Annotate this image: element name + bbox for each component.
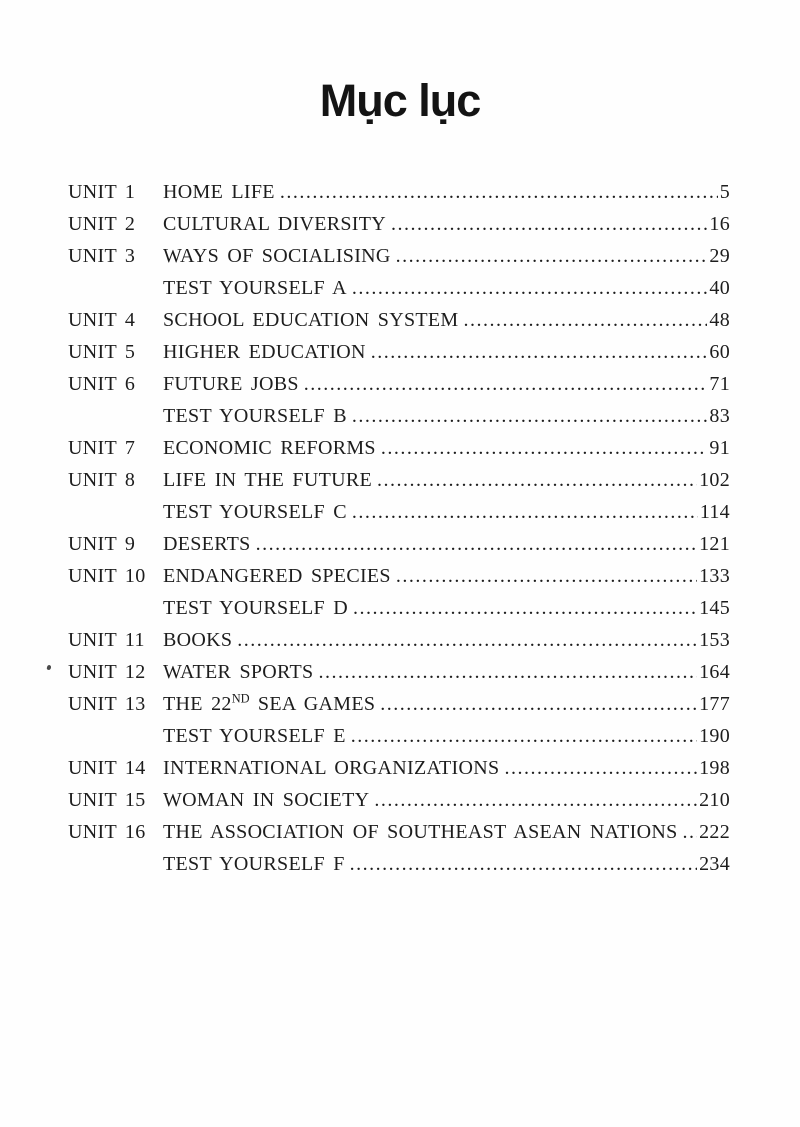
entry-title: BOOKS xyxy=(163,629,233,651)
dot-leader xyxy=(351,720,697,752)
page-number: 177 xyxy=(699,693,730,715)
page-number: 16 xyxy=(709,213,730,235)
entry-title: HIGHER EDUCATION xyxy=(163,341,366,363)
page-number: 133 xyxy=(699,565,730,587)
page-number: 210 xyxy=(699,789,730,811)
page-number: 5 xyxy=(719,181,730,203)
toc-entry xyxy=(68,176,730,208)
page-number: 29 xyxy=(709,245,730,267)
entry-title-text: THE 22 xyxy=(163,693,232,715)
toc-entry xyxy=(68,752,730,784)
dot-leader xyxy=(396,560,697,592)
entry-title: CULTURAL DIVERSITY xyxy=(163,213,387,235)
page-number: 234 xyxy=(699,853,730,875)
entry-title: INTERNATIONAL ORGANIZATIONS xyxy=(163,757,500,779)
toc-entry xyxy=(68,272,730,304)
unit-label: UNIT 16 xyxy=(68,821,146,843)
toc-entry xyxy=(68,240,730,272)
dot-leader xyxy=(374,784,697,816)
dot-leader xyxy=(381,432,708,464)
dot-leader xyxy=(396,240,708,272)
dot-leader xyxy=(683,816,698,848)
unit-label: UNIT 14 xyxy=(68,757,146,779)
toc-entry xyxy=(68,464,730,496)
entry-title: DESERTS xyxy=(163,533,251,555)
entry-title: WAYS OF SOCIALISING xyxy=(163,245,391,267)
toc-entry xyxy=(68,208,730,240)
entry-title-text: SEA GAMES xyxy=(249,693,376,715)
dot-leader xyxy=(391,208,707,240)
entry-title: TEST YOURSELF C xyxy=(163,501,347,523)
unit-label: UNIT 15 xyxy=(68,789,146,811)
unit-label: UNIT 13 xyxy=(68,693,146,715)
toc-entry xyxy=(68,560,730,592)
dot-leader xyxy=(353,592,697,624)
toc-entry xyxy=(68,816,730,848)
entry-title: ECONOMIC REFORMS xyxy=(163,437,376,459)
dot-leader xyxy=(352,400,708,432)
page-number: 91 xyxy=(709,437,730,459)
entry-title: TEST YOURSELF F xyxy=(163,853,345,875)
toc-entry xyxy=(68,688,730,720)
toc-list xyxy=(68,176,730,880)
dot-leader xyxy=(304,368,708,400)
toc-entry xyxy=(68,432,730,464)
page-number: 71 xyxy=(709,373,730,395)
page-number: 40 xyxy=(709,277,730,299)
entry-title: TEST YOURSELF D xyxy=(163,597,348,619)
unit-label: UNIT 9 xyxy=(68,533,136,555)
unit-label: UNIT 10 xyxy=(68,565,146,587)
page-number: 121 xyxy=(699,533,730,555)
toc-entry xyxy=(68,624,730,656)
dot-leader xyxy=(237,624,697,656)
unit-label: UNIT 7 xyxy=(68,437,136,459)
page-number: 114 xyxy=(699,501,730,523)
dot-leader xyxy=(371,336,708,368)
entry-title: ENDANGERED SPECIES xyxy=(163,565,391,587)
stray-ink-mark xyxy=(46,665,51,671)
toc-entry xyxy=(68,848,730,880)
dot-leader xyxy=(352,272,708,304)
unit-label: UNIT 4 xyxy=(68,309,136,331)
toc-entry xyxy=(68,592,730,624)
entry-title-superscript: ND xyxy=(231,691,250,706)
entry-title: WATER SPORTS xyxy=(163,661,314,683)
unit-label: UNIT 1 xyxy=(68,181,136,203)
entry-title: HOME LIFE xyxy=(163,181,275,203)
entry-title: THE ASSOCIATION OF SOUTHEAST ASEAN NATIONS xyxy=(163,821,678,843)
toc-entry xyxy=(68,784,730,816)
unit-label: UNIT 12 xyxy=(68,661,146,683)
dot-leader xyxy=(380,688,697,720)
toc-entry xyxy=(68,368,730,400)
dot-leader xyxy=(464,304,708,336)
unit-label: UNIT 8 xyxy=(68,469,136,491)
entry-title: TEST YOURSELF E xyxy=(163,725,346,747)
entry-title: LIFE IN THE FUTURE xyxy=(163,469,373,491)
entry-title xyxy=(163,688,375,720)
page-number: 48 xyxy=(709,309,730,331)
dot-leader xyxy=(318,656,697,688)
page-number: 145 xyxy=(699,597,730,619)
page-number: 153 xyxy=(699,629,730,651)
page-number: 164 xyxy=(699,661,730,683)
dot-leader xyxy=(350,848,697,880)
toc-entry xyxy=(68,400,730,432)
dot-leader xyxy=(377,464,697,496)
entry-title: TEST YOURSELF A xyxy=(163,277,347,299)
dot-leader xyxy=(280,176,718,208)
toc-entry xyxy=(68,528,730,560)
page-number: 190 xyxy=(699,725,730,747)
toc-entry xyxy=(68,720,730,752)
entry-title: SCHOOL EDUCATION SYSTEM xyxy=(163,309,459,331)
toc-entry xyxy=(68,336,730,368)
entry-title: TEST YOURSELF B xyxy=(163,405,347,427)
page-title: Mục lục xyxy=(319,75,481,126)
entry-title: WOMAN IN SOCIETY xyxy=(163,789,370,811)
page-number: 102 xyxy=(699,469,730,491)
unit-label: UNIT 3 xyxy=(68,245,136,267)
page-number: 83 xyxy=(709,405,730,427)
page-number: 198 xyxy=(699,757,730,779)
page-number: 222 xyxy=(699,821,730,843)
page-number: 60 xyxy=(709,341,730,363)
dot-leader xyxy=(256,528,698,560)
unit-label: UNIT 6 xyxy=(68,373,136,395)
dot-leader xyxy=(504,752,697,784)
unit-label: UNIT 11 xyxy=(68,629,145,651)
dot-leader xyxy=(352,496,698,528)
toc-entry xyxy=(68,304,730,336)
entry-title: FUTURE JOBS xyxy=(163,373,299,395)
unit-label: UNIT 5 xyxy=(68,341,136,363)
toc-entry xyxy=(68,656,730,688)
toc-entry xyxy=(68,496,730,528)
unit-label: UNIT 2 xyxy=(68,213,136,235)
